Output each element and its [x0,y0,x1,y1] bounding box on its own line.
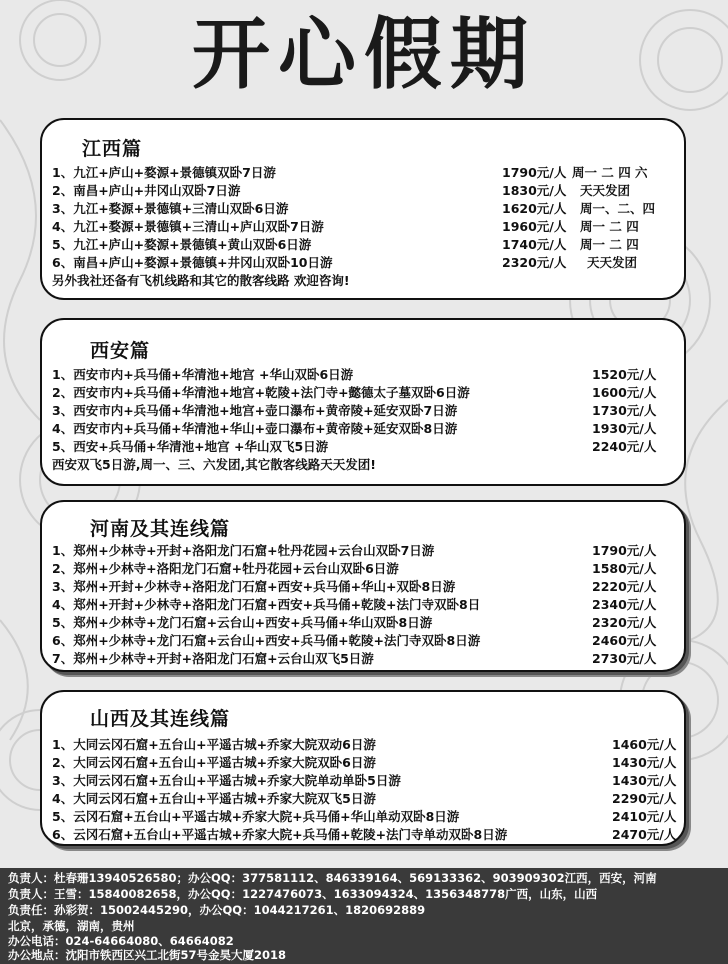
route-name: 2、南昌+庐山+井冈山双卧7日游 [52,183,241,198]
route-item [52,236,676,254]
section-title: 河南及其连线篇 [90,518,231,540]
route-item [52,754,676,772]
route-name: 5、西安+兵马俑+华清池+地宫 +华山双飞5日游 [52,439,329,454]
route-item [52,384,676,402]
route-price: 2410元/人 [612,809,677,824]
section-title: 西安篇 [90,340,151,362]
route-name: 4、九江+婺源+景德镇+三清山+庐山双卧7日游 [52,219,324,234]
route-item [52,772,676,790]
route-name: 2、大同云冈石窟+五台山+平遥古城+乔家大院双卧6日游 [52,755,376,770]
page-title: 开心假期 [191,10,536,100]
contact-line: 负责人：王雪：15840082658，办公QQ：1227476073、1633094324、1356348778广西，山东，山西 [8,887,598,901]
route-price: 2240元/人 [592,439,657,454]
route-item [52,614,676,632]
route-schedule: 天天发团 [580,183,631,198]
route-name: 3、大同云冈石窟+五台山+平遥古城+乔家大院单动单卧5日游 [52,773,401,788]
route-price: 1460元/人 [612,737,677,752]
section-henan [40,500,686,672]
route-item [52,808,676,826]
route-price: 1790元/人 [592,543,657,558]
route-price: 2320元/人 [592,615,657,630]
route-item [52,736,676,754]
route-name: 6、南昌+庐山+婺源+景德镇+井冈山双卧10日游 [52,255,333,270]
route-name: 7、郑州+少林寺+开封+洛阳龙门石窟+云台山双飞5日游 [52,651,374,666]
route-schedule: 周一 二 四 六 [572,165,648,180]
route-price: 1740元/人 [502,237,567,252]
route-item [52,366,676,384]
route-name: 4、郑州+开封+少林寺+洛阳龙门石窟+西安+兵马俑+乾陵+法门寺双卧8日 [52,597,481,612]
route-price: 1830元/人 [502,183,567,198]
route-name: 5、九江+庐山+婺源+景德镇+黄山双卧6日游 [52,237,312,252]
route-price: 1600元/人 [592,385,657,400]
route-item [52,218,676,236]
route-name: 6、云冈石窟+五台山+平遥古城+乔家大院+兵马俑+乾陵+法门寺单动双卧8日游 [52,827,508,842]
route-price: 2290元/人 [612,791,677,806]
contact-line: 办公地点：沈阳市铁西区兴工北街57号金昊大厦2018 [8,948,287,962]
route-price: 1620元/人 [502,201,567,216]
route-name: 5、郑州+少林寺+龙门石窟+云台山+西安+兵马俑+华山双卧8日游 [52,615,433,630]
route-schedule: 周一、二、四 [580,201,656,216]
route-price: 1930元/人 [592,421,657,436]
route-item [52,596,676,614]
route-item [52,164,676,182]
contact-line: 办公电话：024-64664080、64664082 [8,934,234,948]
route-item [52,438,676,456]
route-price: 1960元/人 [502,219,567,234]
route-price: 2460元/人 [592,633,657,648]
section-note: 西安双飞5日游,周一、三、六发团,其它散客线路天天发团! [52,457,376,472]
section-xian [40,318,686,486]
route-item [52,542,676,560]
route-name: 3、郑州+开封+少林寺+洛阳龙门石窟+西安+兵马俑+华山+双卧8日游 [52,579,456,594]
route-schedule: 周一 二 四 [580,237,639,252]
route-item [52,402,676,420]
route-price: 2320元/人 [502,255,567,270]
route-price: 2340元/人 [592,597,657,612]
section-note: 另外我社还备有飞机线路和其它的散客线路 欢迎咨询! [52,273,350,288]
route-name: 5、云冈石窟+五台山+平遥古城+乔家大院+兵马俑+华山单动双卧8日游 [52,809,460,824]
route-item [52,420,676,438]
contact-line: 负责人：杜春珊13940526580；办公QQ：377581112、846339164、569133362、903909302江西，西安，河南 [8,871,657,885]
route-item [52,632,676,650]
route-item [52,200,676,218]
route-price: 1790元/人 [502,165,567,180]
route-item [52,826,676,844]
route-price: 1580元/人 [592,561,657,576]
route-item [52,560,676,578]
contact-line: 负责任：孙彩贺：15002445290，办公QQ：1044217261、1820692889 [8,903,426,917]
route-price: 1730元/人 [592,403,657,418]
route-item [52,578,676,596]
route-name: 1、郑州+少林寺+开封+洛阳龙门石窟+牡丹花园+云台山双卧7日游 [52,543,435,558]
section-title: 山西及其连线篇 [90,708,231,730]
route-price: 1520元/人 [592,367,657,382]
route-name: 2、西安市内+兵马俑+华清池+地宫+乾陵+法门寺+懿德太子墓双卧6日游 [52,385,470,400]
route-name: 1、九江+庐山+婺源+景德镇双卧7日游 [52,165,276,180]
route-price: 2470元/人 [612,827,677,842]
contact-footer [0,868,728,964]
section-title: 江西篇 [82,138,143,160]
route-name: 3、九江+婺源+景德镇+三清山双卧6日游 [52,201,289,216]
route-name: 1、大同云冈石窟+五台山+平遥古城+乔家大院双动6日游 [52,737,376,752]
route-name: 4、大同云冈石窟+五台山+平遥古城+乔家大院双飞5日游 [52,791,376,806]
route-name: 6、郑州+少林寺+龙门石窟+云台山+西安+兵马俑+乾陵+法门寺双卧8日游 [52,633,481,648]
contact-line: 北京，承德，湖南，贵州 [8,919,135,933]
section-shanxi [40,690,686,846]
route-item [52,790,676,808]
route-price: 1430元/人 [612,773,677,788]
route-name: 1、西安市内+兵马俑+华清池+地宫 +华山双卧6日游 [52,367,354,382]
route-price: 2220元/人 [592,579,657,594]
route-name: 3、西安市内+兵马俑+华清池+地宫+壶口瀑布+黄帝陵+延安双卧7日游 [52,403,458,418]
route-item [52,254,676,272]
route-name: 4、西安市内+兵马俑+华清池+华山+壶口瀑布+黄帝陵+延安双卧8日游 [52,421,458,436]
route-item [52,182,676,200]
route-price: 1430元/人 [612,755,677,770]
route-name: 2、郑州+少林寺+洛阳龙门石窟+牡丹花园+云台山双卧6日游 [52,561,399,576]
section-jiangxi [40,118,686,300]
route-schedule: 天天发团 [587,255,638,270]
route-item [52,650,676,668]
route-price: 2730元/人 [592,651,657,666]
route-schedule: 周一 二 四 [580,219,639,234]
